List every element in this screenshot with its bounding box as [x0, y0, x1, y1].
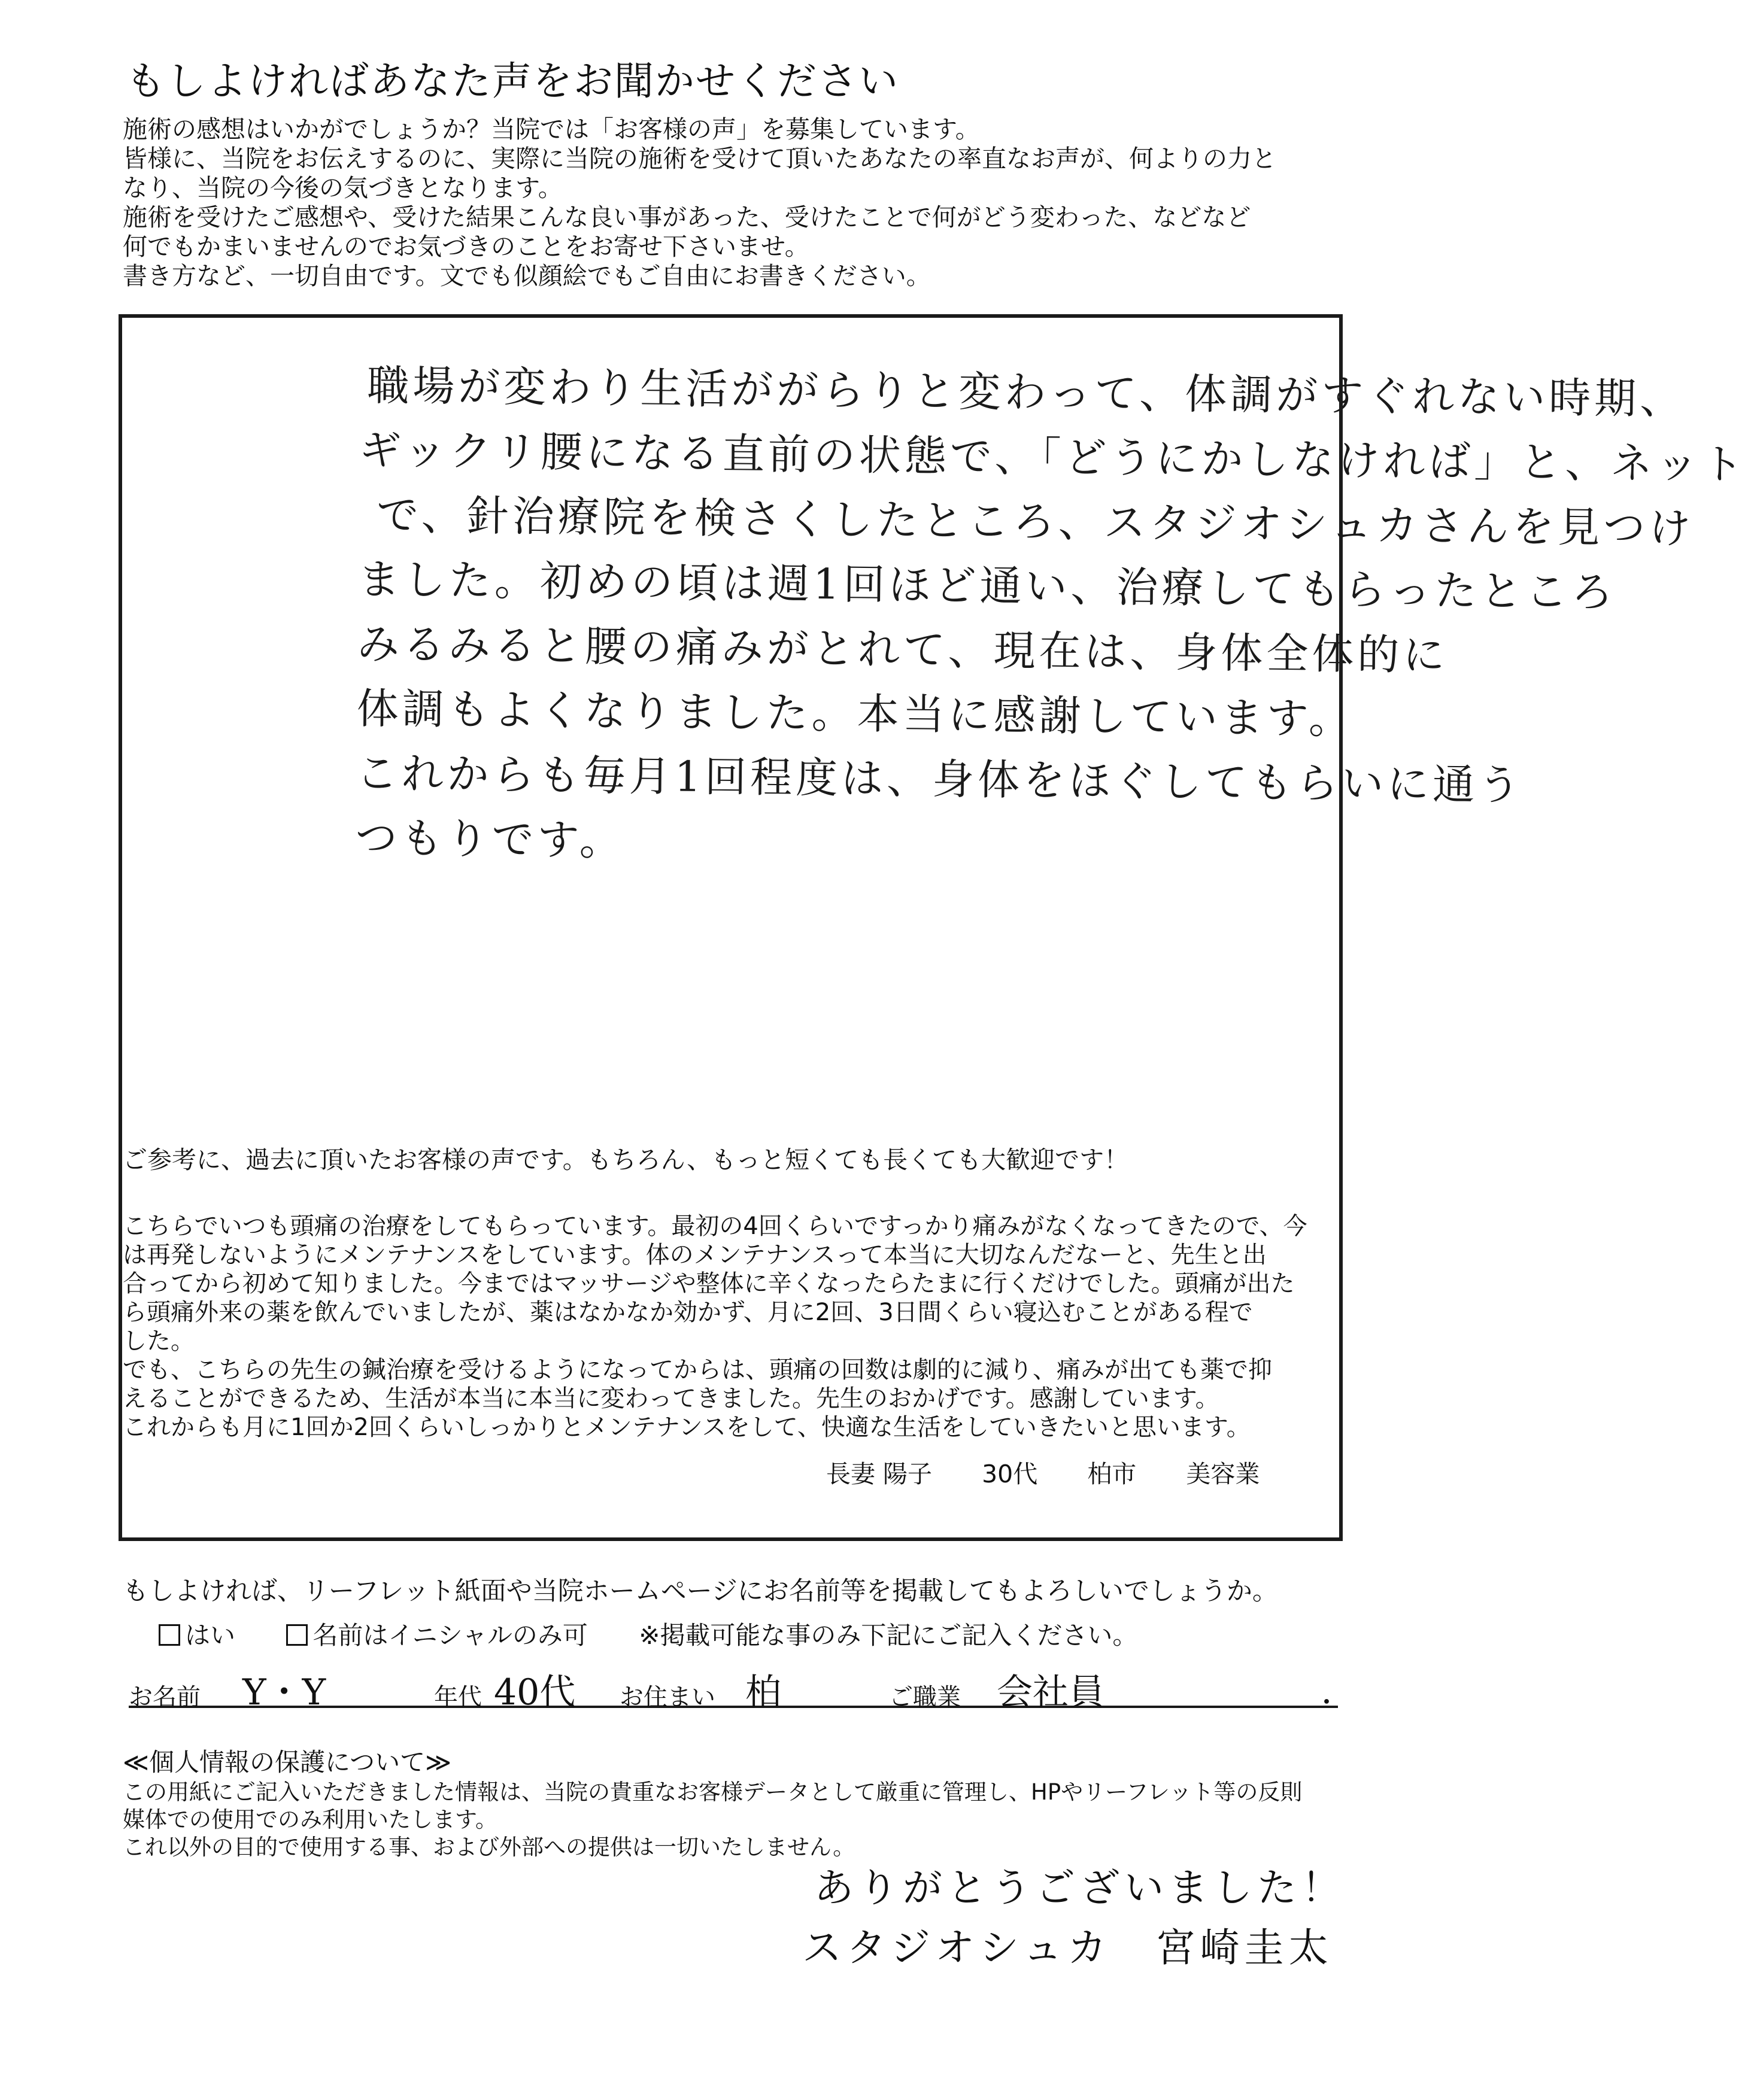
handwritten-line: これからも毎月1回程度は、身体をほぐしてもらいに通う: [356, 748, 1524, 810]
intro-line: 書き方など、一切自由です。文でも似顔絵でもご自由にお書きください。: [123, 262, 931, 290]
privacy-line: これ以外の目的で使用する事、および外部への提供は一切いたしません。: [123, 1834, 855, 1860]
reference-heading: ご参考に、過去に頂いたお客様の声です。もちろん、もっと短くても長くても大歓迎です！: [123, 1145, 1129, 1174]
handwritten-line: ました。初めの頃は週1回ほど通い、治療してもらったところ: [357, 554, 1617, 617]
reference-line: でも、こちらの先生の鍼治療を受けるようになってからは、頭痛の回数は劇的に減り、痛みが出ても薬で抑: [123, 1356, 1272, 1384]
age-field[interactable]: 40代: [494, 1672, 576, 1713]
handwritten-line: 職場が変わり生活ががらりと変わって、体調がすぐれない時期、: [367, 361, 1686, 424]
name-label: お名前: [129, 1683, 201, 1711]
reference-age: 30代: [982, 1460, 1038, 1488]
reference-line: は再発しないようにメンテナンスをしています。体のメンテナンスって本当に大切なんだなーと、先生と出: [123, 1241, 1267, 1269]
option-yes[interactable]: [159, 1616, 235, 1652]
privacy-heading: ≪個人情報の保護について≫: [123, 1748, 452, 1777]
privacy-line: この用紙にご記入いただきました情報は、当院の貴重なお客様データとして厳重に管理し、HPやリーフレット等の反則: [123, 1779, 1303, 1805]
reference-line: えることができるため、生活が本当に本当に変わってきました。先生のおかげです。感謝しています。: [123, 1385, 1219, 1412]
page-title: もしよければあなた声をお聞かせください: [126, 58, 899, 104]
option-initial-only[interactable]: [286, 1616, 587, 1652]
intro-line: 施術を受けたご感想や、受けた結果こんな良い事があった、受けたことで何がどう変わった、などなど: [123, 203, 1251, 232]
publish-question: もしよければ、リーフレット紙面や当院ホームページにお名前等を掲載してもよろしいでしょうか。: [123, 1576, 1278, 1606]
job-field[interactable]: 会社員: [997, 1672, 1104, 1713]
handwritten-line: で、針治療院を検さくしたところ、スタジオシュカさんを見つけ: [376, 490, 1695, 554]
reference-job: 美容業: [1186, 1460, 1260, 1488]
handwritten-line: 体調もよくなりました。本当に感謝しています。: [356, 683, 1355, 744]
reference-signature: [826, 1454, 1301, 1490]
reference-line: こちらでいつも頭痛の治療をしてもらっています。最初の4回くらいですっかり痛みがなくなってきたので、今: [123, 1212, 1307, 1240]
reference-city: 柏市: [1087, 1460, 1137, 1488]
name-field[interactable]: Y・Y: [242, 1672, 326, 1713]
privacy-text: [123, 1779, 1302, 1861]
reference-line: ら頭痛外来の薬を飲んでいましたが、薬はなかなか効かず、月に2回、3日間くらい寝込むことがある程で: [123, 1299, 1253, 1326]
publish-note: ※掲載可能な事のみ下記にご記入ください。: [639, 1621, 1138, 1650]
age-label: 年代: [434, 1683, 482, 1711]
handwritten-line: みるみると腰の痛みがとれて、現在は、身体全体的に: [357, 619, 1449, 680]
intro-line: 何でもかまいませんのでお気づきのことをお寄せ下さいませ。: [123, 232, 809, 261]
option-yes-label: はい: [185, 1621, 236, 1650]
checkbox-initial-only[interactable]: [286, 1624, 308, 1646]
checkbox-yes[interactable]: [159, 1624, 180, 1646]
handwritten-line: つもりです。: [355, 813, 626, 865]
job-label: ご職業: [889, 1683, 961, 1711]
intro-line: 皆様に、当院をお伝えするのに、実際に当院の施術を受けて頂いたあなたの率直なお声が、何よりの力と: [123, 144, 1276, 173]
reference-line: これからも月に1回か2回くらいしっかりとメンテナンスをして、快適な生活をしていきたいと思います。: [123, 1414, 1251, 1441]
closing-signature: スタジオシュカ 宮崎圭太: [802, 1925, 1333, 1971]
closing-message: [802, 1858, 1346, 1978]
privacy-line: 媒体での使用でのみ利用いたします。: [123, 1807, 498, 1832]
address-label: お住まい: [620, 1683, 715, 1711]
address-field[interactable]: 柏: [745, 1672, 781, 1713]
option-initial-label: 名前はイニシャルのみ可: [312, 1621, 588, 1650]
thanks-text: ありがとうございました！: [814, 1865, 1346, 1911]
info-fields: [129, 1670, 1338, 1713]
intro-line: なり、当院の今後の気づきとなります。: [123, 174, 563, 202]
reference-testimonial: [123, 1212, 1344, 1442]
trailing-dot: ・: [1314, 1688, 1340, 1717]
reference-name: 長妻 陽子: [826, 1460, 933, 1488]
handwritten-comment: [355, 353, 1747, 881]
reference-line: 合ってから初めて知りました。今まではマッサージや整体に辛くなったらたまに行くだけでした。頭痛が出た: [123, 1270, 1295, 1297]
intro-line: 施術の感想はいかがでしょうか？当院では「お客様の声」を募集しています。: [123, 115, 980, 144]
publish-options: [159, 1616, 1180, 1652]
handwritten-line: ギックリ腰になる直前の状態で、「どうにかしなければ」と、ネット: [359, 425, 1747, 490]
intro-text: [123, 115, 1368, 291]
reference-line: した。: [123, 1327, 195, 1355]
